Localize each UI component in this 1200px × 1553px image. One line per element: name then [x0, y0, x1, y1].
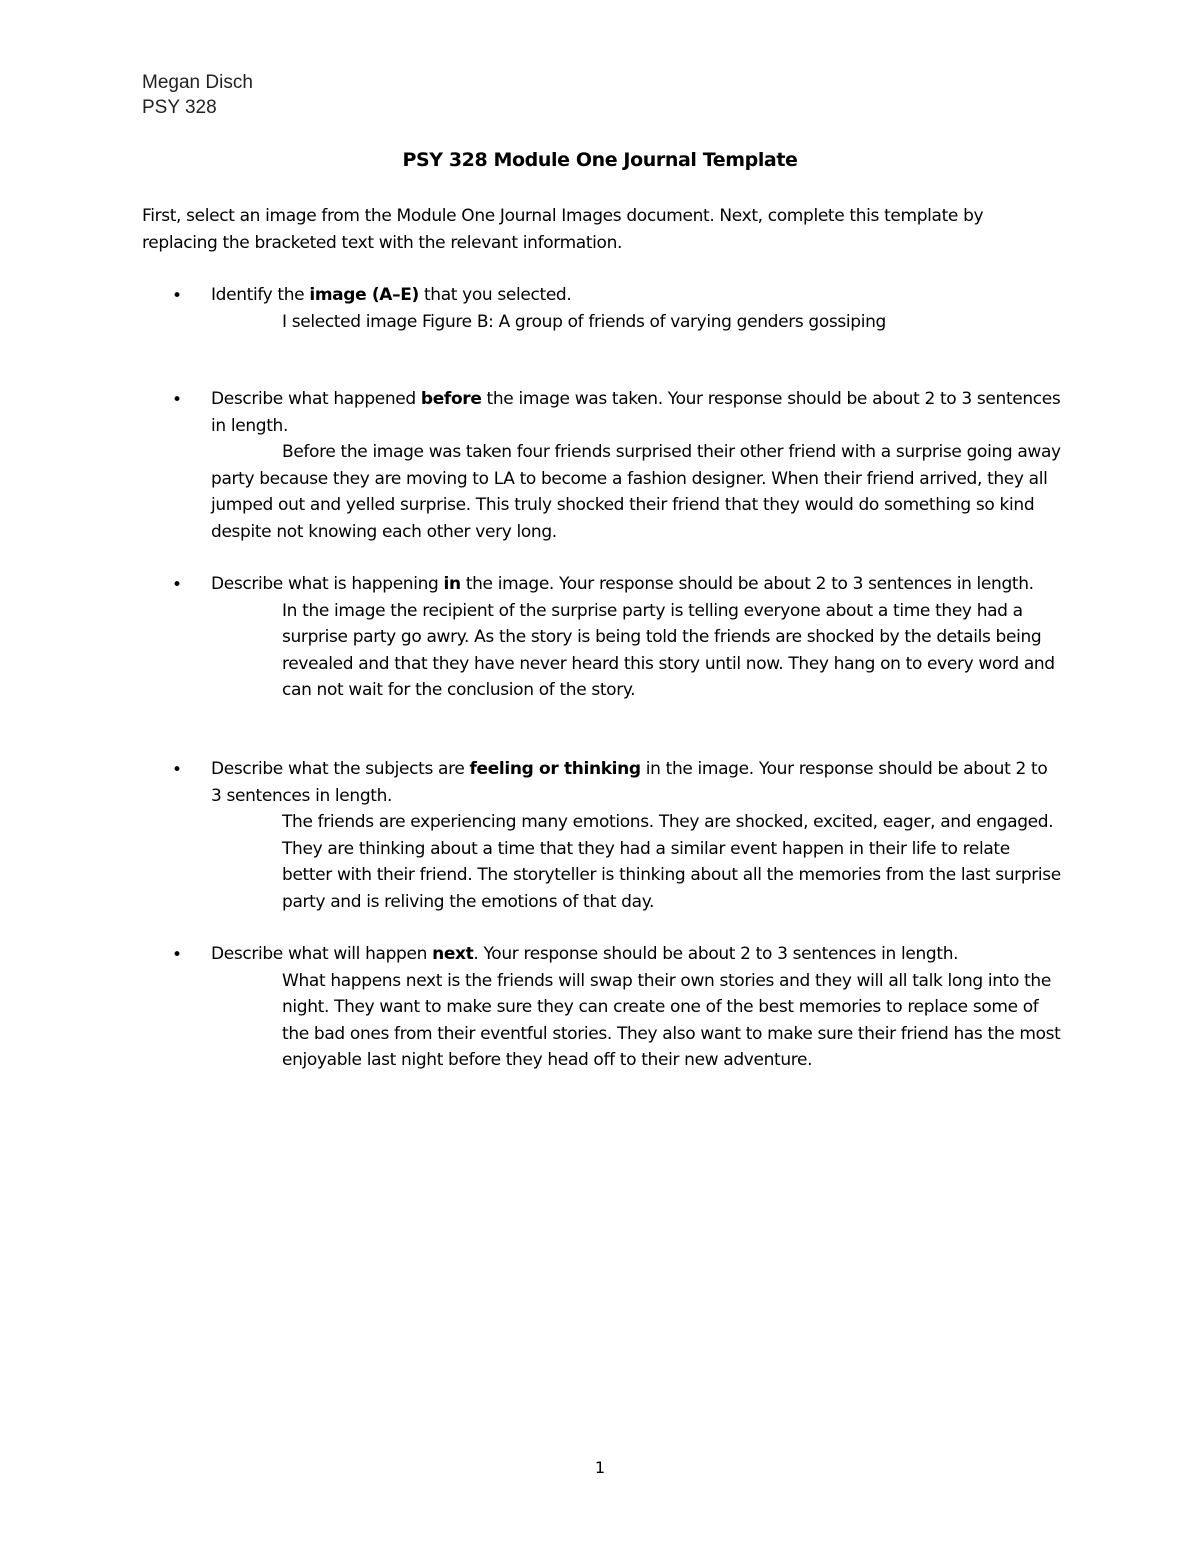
- question-text: . Your response should be about 2 to 3 sentences in length.: [473, 944, 959, 964]
- question-text: the image. Your response should be about 2 to 3 sentences in length.: [460, 574, 1034, 594]
- prompt-item-before: [142, 386, 1062, 545]
- question-emphasis: next: [432, 944, 474, 964]
- prompt-question: [211, 386, 1062, 439]
- question-emphasis: in: [443, 574, 461, 594]
- prompt-item-image: [142, 282, 1062, 335]
- prompt-question: [211, 571, 1062, 598]
- question-text: Describe what will happen: [211, 944, 433, 964]
- question-text: Describe what is happening: [211, 574, 444, 594]
- prompt-item-feeling: [142, 756, 1062, 915]
- bullet-icon: •: [172, 390, 182, 410]
- prompt-question: [211, 282, 1062, 309]
- prompt-item-next: [142, 941, 1062, 1074]
- prompt-question: [211, 756, 1062, 809]
- question-text: the image was taken. Your response should be about 2 to 3 sentences in length.: [211, 389, 1061, 436]
- author-name: Megan Disch: [142, 72, 253, 93]
- prompt-answer: What happens next is the friends will swap their own stories and they will all talk long into the night. They want to make sure they can create one of the best memories to replace some of the bad ones from their eventful stories. They also want to make sure their friend has the most enjoyable last night before they head off to their new adventure.: [282, 970, 1061, 1070]
- question-text: in the image. Your response should be about 2 to 3 sentences in length.: [211, 759, 1048, 806]
- question-emphasis: image (A–E): [309, 285, 419, 305]
- page-number: 1: [594, 1458, 606, 1477]
- question-emphasis: before: [420, 389, 482, 409]
- prompt-question: [211, 941, 1062, 968]
- prompt-answer: The friends are experiencing many emotions. They are shocked, excited, eager, and engaged. They are thinking about a time that they had a similar event happen in their life to relate better with their friend. The storyteller is thinking about all the memories from the last surprise party and is reliving the emotions of that day.: [282, 812, 1061, 912]
- prompt-answer: Before the image was taken four friends surprised their other friend with a surprise going away party because they are moving to LA to become a fashion designer. When their friend arrived, they all jumped out and yelled surprise. This truly shocked their friend that they would do something so kind despite not knowing each other very long.: [211, 442, 1061, 542]
- question-text: that you selected.: [418, 285, 572, 305]
- prompt-answer: I selected image Figure B: A group of friends of varying genders gossiping: [282, 311, 886, 332]
- question-text: Describe what the subjects are: [211, 759, 470, 779]
- intro-paragraph: [142, 203, 1062, 256]
- bullet-icon: •: [172, 945, 182, 965]
- intro-text: First, select an image from the Module One Journal Images document. Next, complete this template by replacing the bracketed text with the relevant information.: [142, 206, 984, 253]
- prompt-answer: In the image the recipient of the surprise party is telling everyone about a time they had a surprise party go awry. As the story is being told the friends are shocked by the details being revealed and that they have never heard this story until now. They hang on to every word and can not wait for the conclusion of the story.: [282, 600, 1055, 700]
- document-header: [142, 70, 253, 120]
- bullet-icon: •: [172, 760, 182, 780]
- question-text: Identify the: [211, 285, 310, 305]
- question-emphasis: feeling or thinking: [469, 759, 641, 779]
- bullet-icon: •: [172, 575, 182, 595]
- bullet-icon: •: [172, 286, 182, 306]
- prompt-item-in: [142, 571, 1062, 704]
- course-code: PSY 328: [142, 97, 217, 118]
- question-text: Describe what happened: [211, 389, 421, 409]
- document-title: PSY 328 Module One Journal Template: [402, 149, 798, 171]
